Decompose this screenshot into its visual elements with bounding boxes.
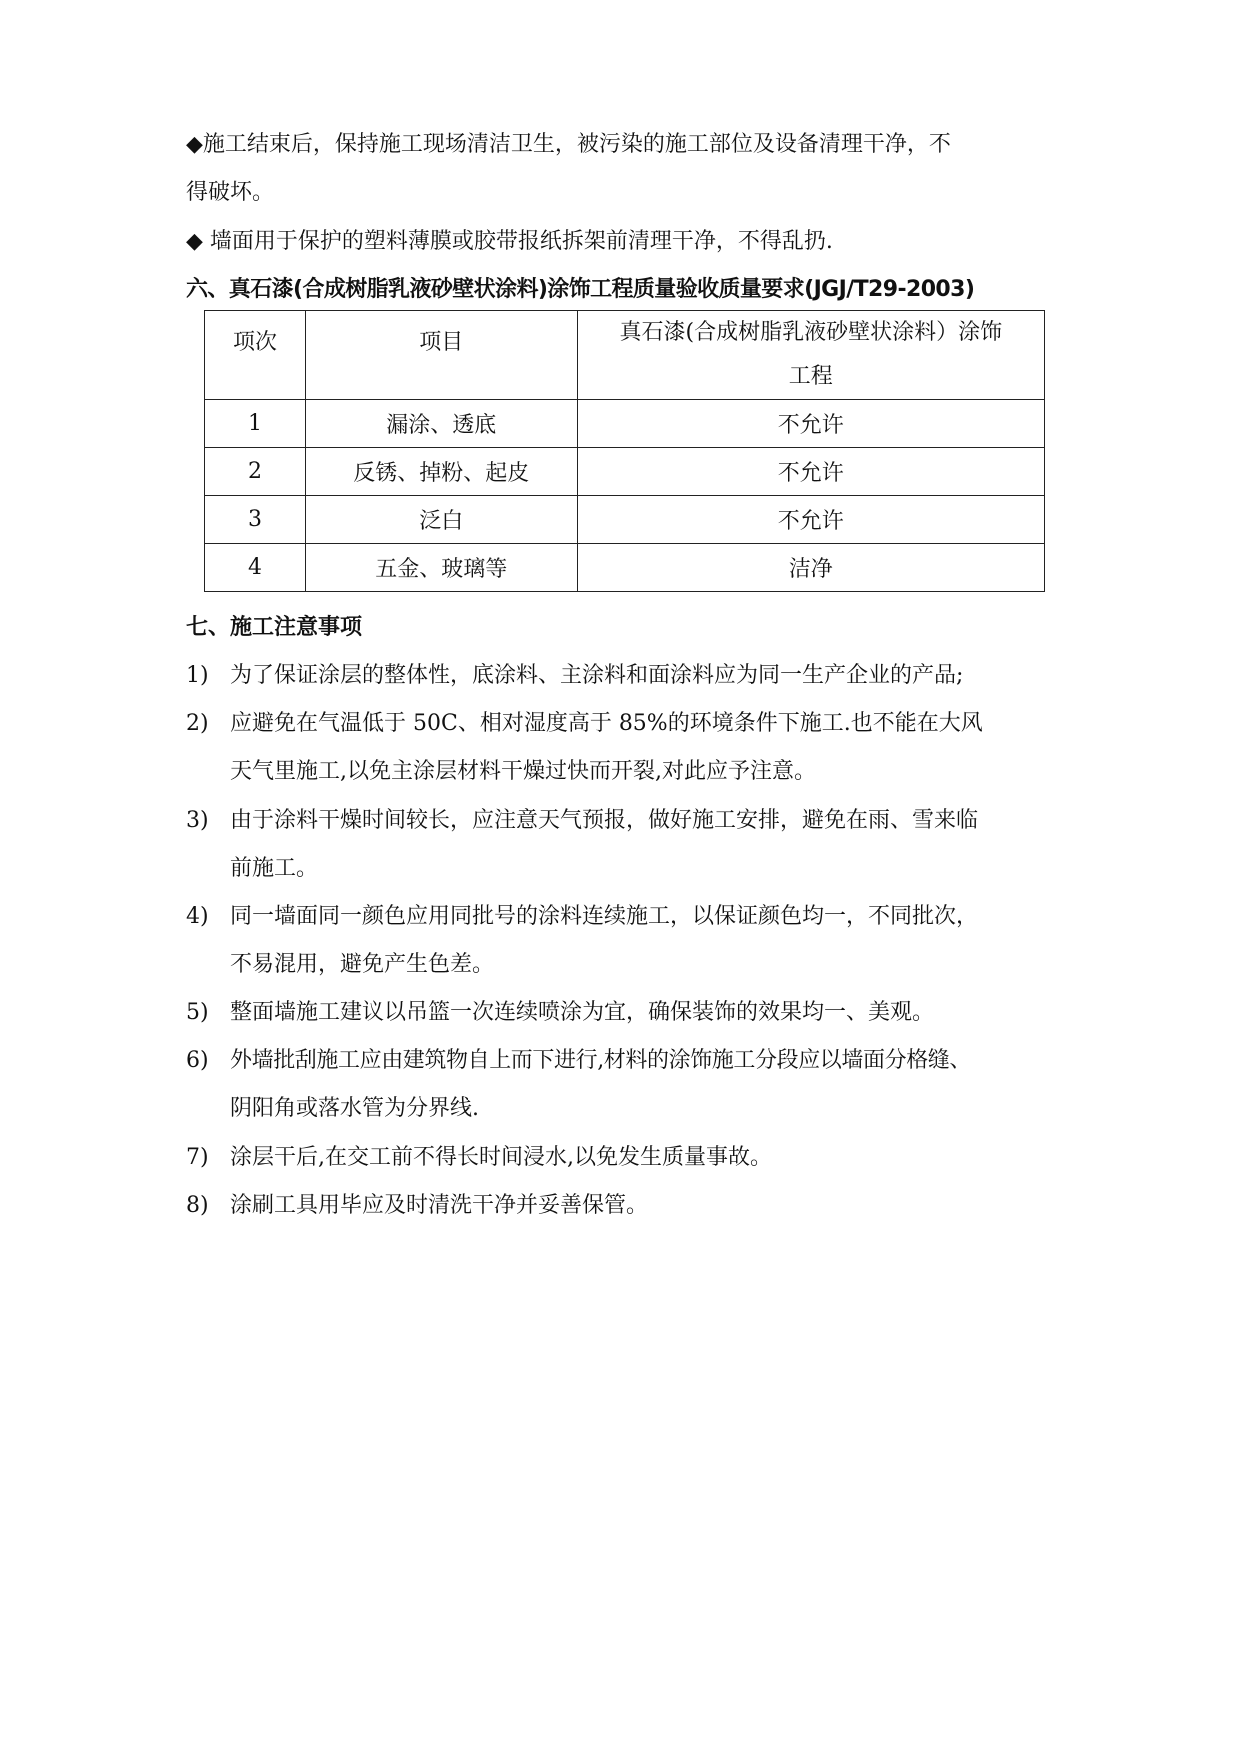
- cell-requirement: 不允许: [577, 448, 1044, 496]
- bullet-1-line-1: ◆施工结束后，保持施工现场清洁卫生，被污染的施工部位及设备清理干净，不: [186, 132, 951, 157]
- item-1-line-1: 为了保证涂层的整体性，底涂料、主涂料和面涂料应为同一生产企业的产品;: [230, 663, 964, 688]
- item-5-number: 5): [186, 1000, 209, 1025]
- table-row: [205, 496, 1045, 544]
- item-7-number: 7): [186, 1145, 209, 1170]
- cell-item: 漏涂、透底: [305, 400, 577, 448]
- bullet-2: ◆ 墙面用于保护的塑料薄膜或胶带报纸拆架前清理干净，不得乱扔.: [186, 229, 833, 254]
- cell-no: 4: [205, 544, 306, 592]
- quality-table: [204, 310, 1045, 592]
- item-6-line-1: 外墙批刮施工应由建筑物自上而下进行,材料的涂饰施工分段应以墙面分格缝、: [230, 1048, 971, 1073]
- header-item: 项目: [305, 311, 577, 400]
- header-standard-line-2: 工程: [788, 364, 833, 389]
- section-6-title: 六、真石漆(合成树脂乳液砂壁状涂料)涂饰工程质量验收质量要求(JGJ/T29-2003): [186, 277, 975, 302]
- item-1-number: 1): [186, 663, 209, 688]
- item-2-line-2: 天气里施工,以免主涂层材料干燥过快而开裂,对此应予注意。: [230, 759, 816, 784]
- item-4-line-1: 同一墙面同一颜色应用同批号的涂料连续施工，以保证颜色均一，不同批次，: [230, 904, 979, 929]
- item-3-line-2: 前施工。: [230, 856, 319, 881]
- cell-item: 反锈、掉粉、起皮: [305, 448, 577, 496]
- cell-item: 五金、玻璃等: [305, 544, 577, 592]
- item-6-line-2: 阴阳角或落水管为分界线.: [230, 1096, 479, 1121]
- header-standard-line-1: 真石漆(合成树脂乳液砂壁状涂料）涂饰: [619, 320, 1003, 345]
- cell-no: 1: [205, 400, 306, 448]
- cell-requirement: 不允许: [577, 400, 1044, 448]
- cell-no: 3: [205, 496, 306, 544]
- cell-requirement: 洁净: [577, 544, 1044, 592]
- bullet-1-line-2: 得破坏。: [186, 180, 275, 205]
- cell-item: 泛白: [305, 496, 577, 544]
- table-header-row: [205, 311, 1045, 400]
- item-4-number: 4): [186, 904, 209, 929]
- cell-requirement: 不允许: [577, 496, 1044, 544]
- item-5-line-1: 整面墙施工建议以吊篮一次连续喷涂为宜，确保装饰的效果均一、美观。: [230, 1000, 935, 1025]
- item-2-number: 2): [186, 711, 209, 736]
- item-6-number: 6): [186, 1048, 209, 1073]
- cell-no: 2: [205, 448, 306, 496]
- header-standard: [577, 311, 1044, 400]
- item-8-line-1: 涂刷工具用毕应及时清洗干净并妥善保管。: [230, 1193, 649, 1218]
- item-2-line-1: 应避免在气温低于 50C、相对湿度高于 85%的环境条件下施工.也不能在大风: [230, 711, 983, 736]
- item-4-line-2: 不易混用，避免产生色差。: [230, 952, 495, 977]
- table-row: [205, 400, 1045, 448]
- item-3-line-1: 由于涂料干燥时间较长，应注意天气预报，做好施工安排，避免在雨、雪来临: [230, 808, 979, 833]
- header-item-no: 项次: [205, 311, 306, 400]
- item-8-number: 8): [186, 1193, 209, 1218]
- table-row: [205, 448, 1045, 496]
- item-3-number: 3): [186, 808, 209, 833]
- table-row: [205, 544, 1045, 592]
- section-7-title: 七、施工注意事项: [186, 615, 363, 640]
- item-7-line-1: 涂层干后,在交工前不得长时间浸水,以免发生质量事故。: [230, 1145, 772, 1170]
